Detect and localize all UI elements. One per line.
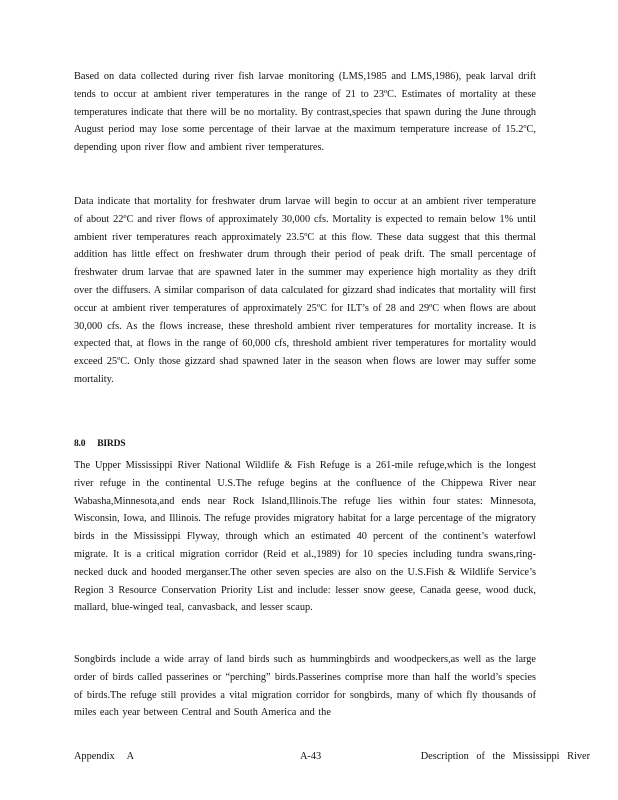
section-title: BIRDS [97,439,126,449]
paragraph-larval-drift: Based on data collected during river fish larvae monitoring (LMS,1985 and LMS,1986), peak larval drift tends to occur at ambient river temperatures in the range of 21 to 23ºC. Estimates of mortality at these temperatures indicate that there will be no mortality. By contrast,species that spawn during the June through August period may lose some percentage of their larvae at the maximum temperature increase of 15.2ºC, depending upon river flow and ambient river temperatures. [74,71,536,154]
page-footer [74,748,590,766]
footer-document-title: Description of the Mississippi River [420,751,590,762]
paragraph-drum-mortality: Data indicate that mortality for freshwater drum larvae will begin to occur at an ambient river temperature of about 22ºC and river flows of approximately 30,000 cfs. Mortality is expected to remain below 1% until ambient river temperatures reach approximately 23.5ºC at this flow. These data suggest that this thermal addition has little effect on freshwater drum through their period of peak drift. The small percentage of freshwater drum larvae that are spawned later in the summer may experience high mortality as they drift over the diffusers. A similar comparison of data calculated for gizzard shad indicates that mortality will first occur at ambient river temperatures of approximately 25ºC for ILT’s of 28 and 29ºC when flows are about 30,000 cfs. As the flows increase, these threshold ambient river temperatures for mortality increase. It is expected that, at flows in the range of 60,000 cfs, threshold ambient river temperatures for mortality would exceed 25ºC. Only those gizzard shad spawned later in the season when flows are lower may suffer some mortality. [74,196,536,385]
section-heading-birds [74,436,125,454]
section-number: 8.0 [74,439,86,449]
footer-page-number: A-43 [300,751,322,762]
paragraph-songbirds: Songbirds include a wide array of land birds such as hummingbirds and woodpeckers,as well as the large order of birds called passerines or “perching” birds.Passerines comprise more than half the world’s species of birds.The refuge still provides a vital migration corridor for songbirds, many of which fly thousands of miles each year between Central and South America and the [74,654,536,719]
paragraph-refuge: The Upper Mississippi River National Wildlife & Fish Refuge is a 261-mile refuge,which is the longest river refuge in the continental U.S.The refuge begins at the confluence of the Chippewa River near Wabasha,Minnesota,and ends near Rock Island,Illinois.The refuge lies within four states: Minnesota, Wisconsin, Iowa, and Illinois. The refuge provides migratory habitat for a large percentage of the migratory birds in the Mississippi Flyway, through which an estimated 40 percent of the continent’s waterfowl migrate. It is a critical migration corridor (Reid et al.,1989) for 10 species including tundra swans,ring-necked duck and hooded merganser.The other seven species are also on the U.S.Fish & Wildlife Service’s Region 3 Resource Conservation Priority List and include: lesser snow geese, Canada geese, wood duck, mallard, blue-winged teal, canvasback, and lesser scaup. [74,460,536,614]
footer-appendix-label: Appendix A [74,751,135,762]
